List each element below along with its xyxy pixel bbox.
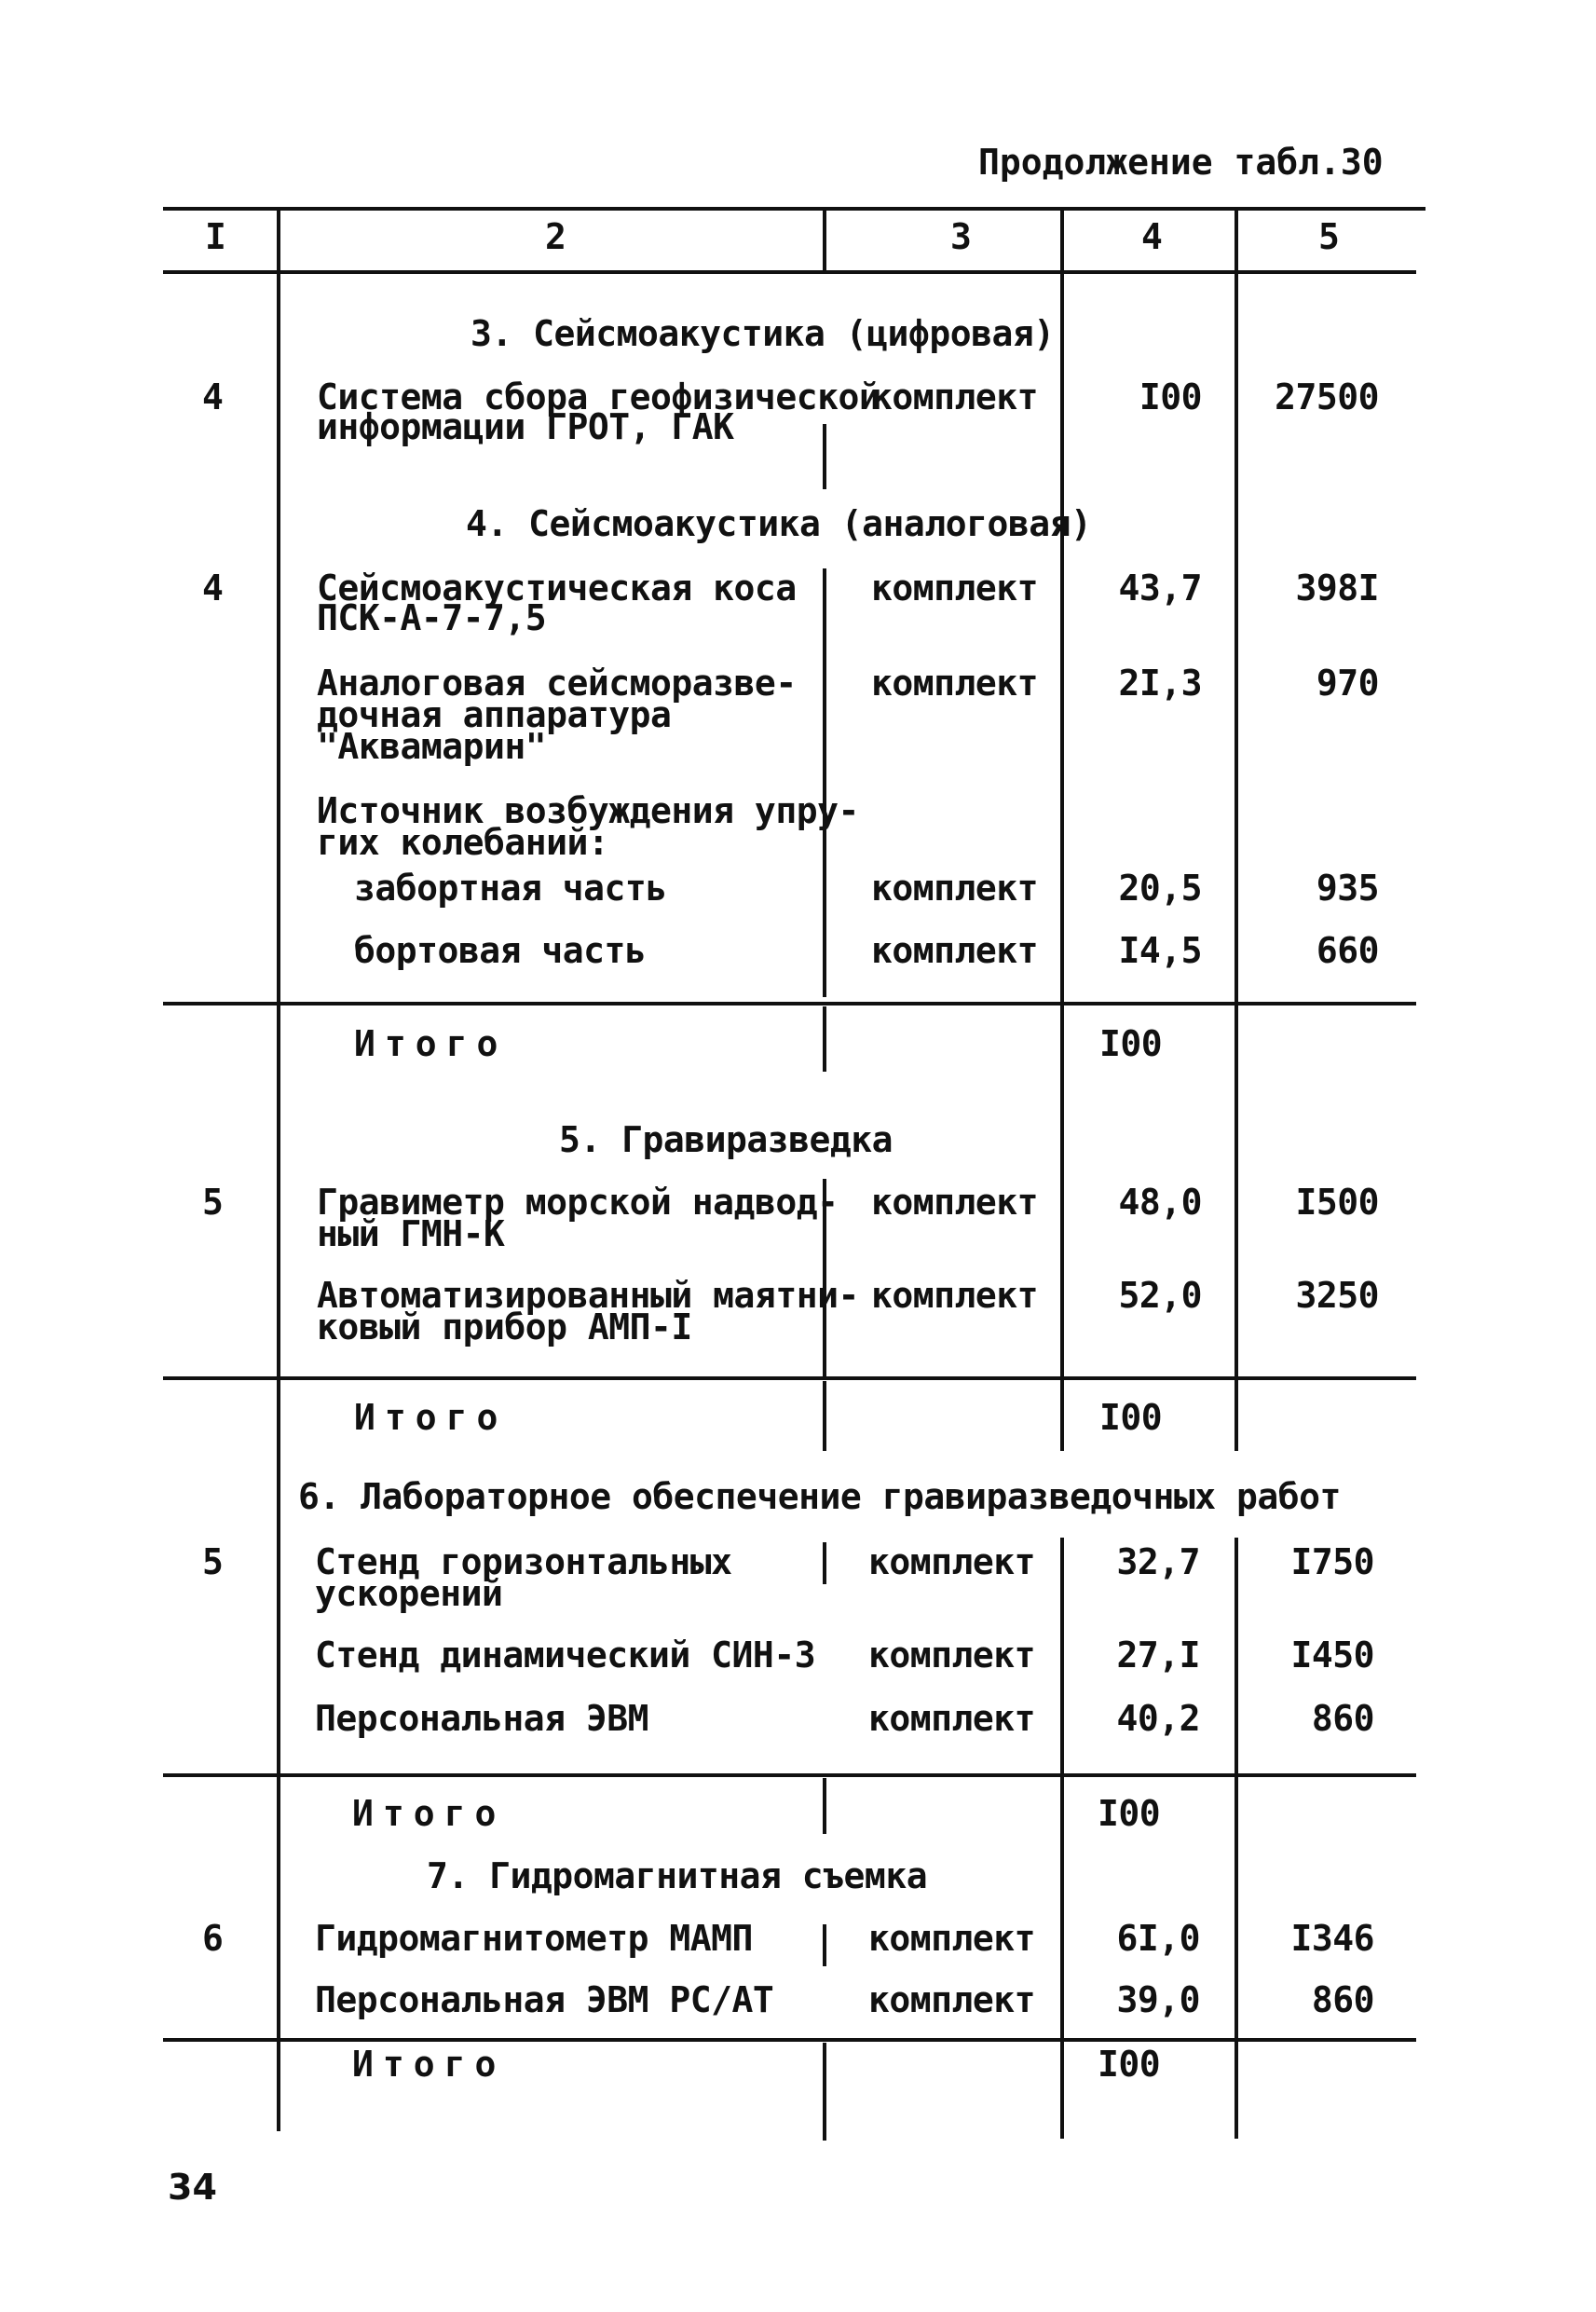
group-number: 4 [202,376,224,417]
total-percent: I00 [1099,1397,1163,1438]
group-number: 5 [202,1541,224,1582]
header-col-divider [277,209,280,272]
section6-rule [163,1773,1416,1777]
item-name: ПСК-А-7-7,5 [317,597,547,638]
group-number: 5 [202,1182,224,1223]
col2-divider [823,1924,826,1966]
header-col-4: 4 [1141,216,1163,257]
section4-rule [163,1002,1416,1006]
item-percent: 6I,0 [1116,1918,1200,1959]
item-percent: 43,7 [1118,568,1202,609]
item-name: информации ГРОТ, ГАК [317,406,734,447]
item-unit: комплект [871,376,1039,417]
item-value: 660 [1316,930,1379,971]
total-percent: I00 [1098,1793,1161,1834]
item-value: I450 [1290,1635,1374,1676]
item-name: Стенд динамический СИН-3 [315,1635,816,1676]
item-percent: 27,I [1116,1635,1200,1676]
item-value: I346 [1290,1918,1374,1959]
item-unit: комплект [868,1698,1036,1739]
item-unit: комплект [871,930,1039,971]
item-name: Аналоговая сейсморазве- [317,663,797,704]
header-col-2: 2 [545,216,566,257]
item-value: 935 [1316,868,1379,909]
section7-rule [163,2038,1416,2042]
item-value: 27500 [1275,376,1379,417]
section-title: 4. Сейсмоакустика (аналоговая) [466,503,1092,544]
col2-divider [823,2043,826,2141]
col3-divider [1060,272,1064,1451]
item-percent: 39,0 [1116,1979,1200,2020]
header-col-divider [1060,209,1064,272]
item-name: Персональная ЭВМ [315,1698,649,1739]
col2-divider [823,568,826,997]
header-col-divider [823,209,826,272]
item-name: Система сбора геофизической [317,376,880,417]
section-title: 5. Гравиразведка [559,1119,893,1160]
item-name: забортная часть [354,868,667,909]
col2-divider [823,1006,826,1072]
item-name: ковый прибор АМП-I [317,1306,692,1348]
col2-divider [823,1381,826,1451]
col3-divider [1060,1538,1064,2139]
header-col-3: 3 [950,216,972,257]
item-name: дочная аппаратура [317,694,672,735]
item-name: ный ГМН-К [317,1213,505,1254]
item-value: I750 [1290,1541,1374,1582]
item-percent: I00 [1139,376,1202,417]
item-name: бортовая часть [354,930,647,971]
total-label: Итого [354,1023,508,1064]
item-unit: комплект [868,1541,1036,1582]
col4-divider [1235,272,1238,1451]
item-unit: комплект [868,1635,1036,1676]
total-label: Итого [352,1793,506,1834]
item-percent: 40,2 [1116,1698,1200,1739]
item-unit: комплект [871,1275,1039,1316]
total-percent: I00 [1099,1023,1163,1064]
item-value: 860 [1311,1698,1374,1739]
table-caption: Продолжение табл.30 [978,142,1384,183]
item-name: Сейсмоакустическая коса [317,568,797,609]
col4-divider [1235,1538,1238,2139]
col2-divider [823,1778,826,1834]
col2-divider [823,424,826,489]
group-number: 4 [202,568,224,609]
item-percent: 32,7 [1116,1541,1200,1582]
header-col-divider [1235,209,1238,272]
item-unit: комплект [871,1182,1039,1223]
item-percent: 2I,3 [1118,663,1202,704]
item-name: Гидромагнитометр МАМП [315,1918,753,1959]
item-unit: комплект [868,1918,1036,1959]
page-number: 34 [168,2167,217,2208]
section-title: 7. Гидромагнитная съемка [427,1855,928,1896]
item-name: "Аквамарин" [317,726,547,767]
header-bottom-rule [163,270,1416,274]
item-name: гих колебаний: [317,822,609,863]
item-name: Гравиметр морской надвод- [317,1182,839,1223]
col2-divider [823,1542,826,1584]
item-name: Стенд горизонтальных [315,1541,732,1582]
item-name: Автоматизированный маятни- [317,1275,859,1316]
group-number: 6 [202,1918,224,1959]
item-value: 3250 [1295,1275,1379,1316]
item-percent: 52,0 [1118,1275,1202,1316]
total-percent: I00 [1098,2044,1161,2085]
item-unit: комплект [868,1979,1036,2020]
section5-rule [163,1376,1416,1380]
item-unit: комплект [871,663,1039,704]
item-percent: 48,0 [1118,1182,1202,1223]
item-value: 398I [1295,568,1379,609]
item-unit: комплект [871,868,1039,909]
item-name: Персональная ЭВМ РС/АТ [315,1979,774,2020]
total-label: Итого [354,1397,508,1438]
header-col-1: I [205,216,226,257]
item-name: ускорений [315,1573,503,1614]
col1-divider [277,272,280,2131]
item-value: 970 [1316,663,1379,704]
item-percent: 20,5 [1118,868,1202,909]
section-title: 6. Лабораторное обеспечение гравиразведочных работ [298,1476,1341,1517]
header-col-5: 5 [1318,216,1340,257]
item-value: I500 [1295,1182,1379,1223]
item-name: Источник возбуждения упру- [317,790,859,831]
total-label: Итого [352,2044,506,2085]
item-unit: комплект [871,568,1039,609]
item-value: 860 [1311,1979,1374,2020]
item-percent: I4,5 [1118,930,1202,971]
section-title: 3. Сейсмоакустика (цифровая) [471,313,1055,354]
